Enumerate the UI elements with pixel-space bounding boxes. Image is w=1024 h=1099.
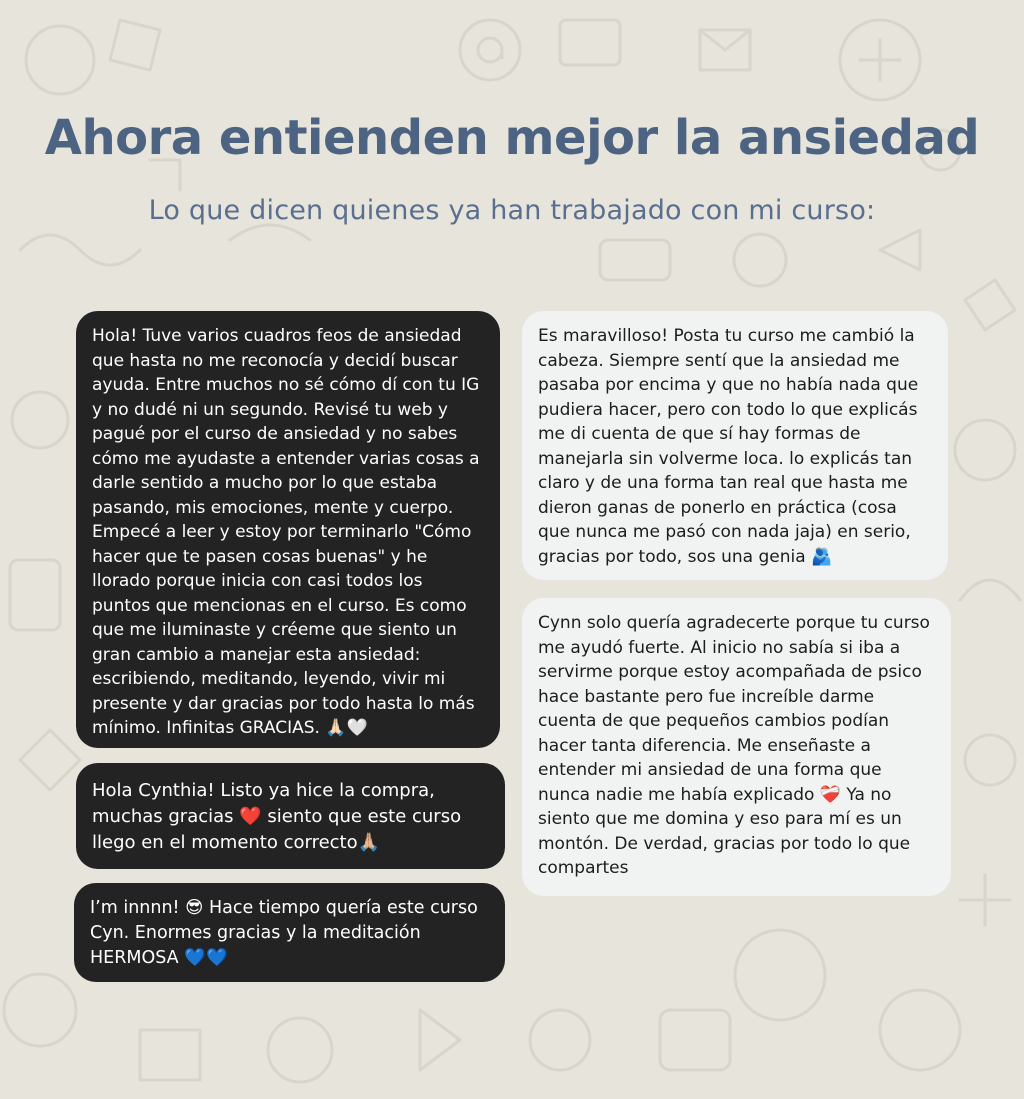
message-bubble-testimonial-2: Hola Cynthia! Listo ya hice la compra, muchas gracias ❤️ siento que este curso llego en el momento correcto🙏🏼 (76, 763, 505, 869)
page-subtitle: Lo que dicen quienes ya han trabajado con mi curso: (148, 195, 876, 226)
message-bubble-testimonial-3: I’m innnn! 😎 Hace tiempo quería este curso Cyn. Enormes gracias y la meditación HERMOSA 💙💙 (74, 883, 505, 982)
message-bubble-testimonial-1: Hola! Tuve varios cuadros feos de ansiedad que hasta no me reconocía y decidí buscar ayuda. Entre muchos no sé cómo dí con tu IG y no dudé ni un segundo. Revisé tu web y pagué por el curso de ansiedad y no sabes cómo me ayudaste a entender varias cosas a darle sentido a mucho por lo que estaba pasando, mis emociones, mente y cuerpo. Empecé a leer y estoy por terminarlo "Cómo hacer que te pasen cosas buenas" y he llorado porque inicia con casi todos los puntos que mencionas en el curso. Es como que me iluminaste y créeme que siento un gran cambio a manejar esta ansiedad: escribiendo, meditando, leyendo, vivir mi presente y dar gracias por todo hasta lo más mínimo. Infinitas GRACIAS. 🙏🏻🤍 (76, 311, 500, 748)
message-bubble-testimonial-5: Cynn solo quería agradecerte porque tu curso me ayudó fuerte. Al inicio no sabía si iba a servirme porque estoy acompañada de psico hace bastante pero fue increíble darme cuenta de que pequeños cambios podían hacer tanta diferencia. Me enseñaste a entender mi ansiedad de una forma que nunca nadie me había explicado ❤️‍🩹 Ya no siento que me domina y eso para mí es un montón. De verdad, gracias por todo lo que compartes (522, 598, 951, 896)
message-bubble-testimonial-4: Es maravilloso! Posta tu curso me cambió la cabeza. Siempre sentí que la ansiedad me pasaba por encima y que no había nada que pudiera hacer, pero con todo lo que explicás me di cuenta de que sí hay formas de manejarla sin volverme loca. lo explicás tan claro y de una forma tan real que hasta me dieron ganas de ponerlo en práctica (cosa que nunca me pasó con nada jaja) en serio, gracias por todo, sos una genia 🫂 (522, 311, 948, 580)
page-title: Ahora entienden mejor la ansiedad (44, 110, 980, 166)
